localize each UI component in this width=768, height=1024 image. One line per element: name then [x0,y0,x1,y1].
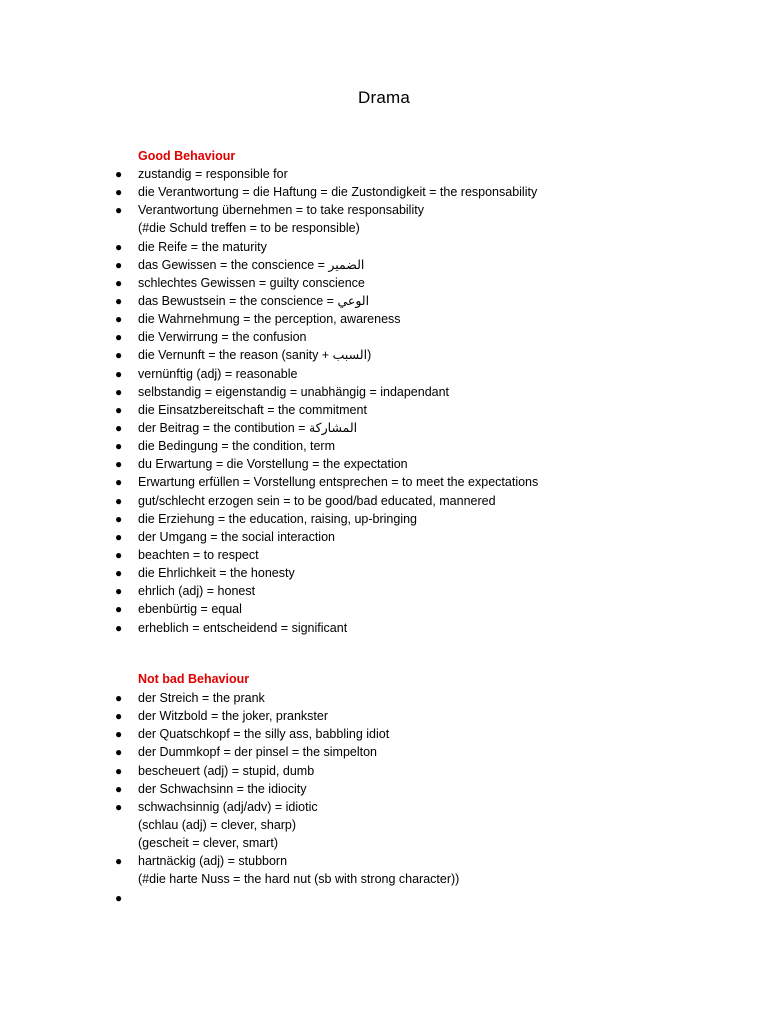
bullet-icon: ● [115,439,123,454]
list-item-text: Verantwortung übernehmen = to take responsability [138,203,424,218]
list-item-text: bescheuert (adj) = stupid, dumb [138,763,315,778]
bullet-icon: ● [115,366,123,381]
list-item-text: die Wahrnehmung = the perception, awareness [138,312,401,327]
bullet-icon: ● [115,203,123,218]
list-item-text: der Schwachsinn = the idiocity [138,781,307,796]
bullet-icon: ● [115,167,123,181]
bullet-icon: ● [115,620,123,635]
list-item-text: (#die Schuld treffen = to be responsible) [138,221,360,236]
list-item-text: die Reife = the maturity [138,239,267,254]
list-item-text: selbstandig = eigenstandig = unabhängig = indapendant [138,384,450,399]
bullet-icon: ● [115,799,123,814]
list-item-text: die Einsatzbereitschaft = the commitment [138,402,367,417]
list-item-text: beachten = to respect [138,547,259,562]
bullet-icon: ● [115,293,123,308]
list-item-text: du Erwartung = die Vorstellung = the expectation [138,457,408,472]
list-item-text: der Witzbold = the joker, prankster [138,709,329,724]
list-item-text: das Bewustsein = the conscience = الوعي [138,293,370,308]
list-item-text: ehrlich (adj) = honest [138,584,256,599]
list-item-text: schwachsinnig (adj/adv) = idiotic [138,799,318,814]
bullet-icon: ● [115,257,123,272]
list-item-text: das Gewissen = the conscience = الضمير [138,257,365,272]
bullet-icon: ● [115,330,123,345]
list-item-text: erheblich = entscheidend = significant [138,620,348,635]
section-heading: Not bad Behaviour [138,672,250,686]
list-item-text: der Quatschkopf = the silly ass, babbling idiot [138,727,390,742]
bullet-icon: ● [115,890,123,905]
bullet-icon: ● [115,239,123,254]
bullet-icon: ● [115,402,123,417]
bullet-icon: ● [115,420,123,435]
bullet-icon: ● [115,185,123,200]
bullet-icon: ● [115,312,123,327]
bullet-icon: ● [115,511,123,526]
page-title: Drama [357,88,410,107]
list-item-text: zustandig = responsible for [138,167,288,181]
list-item-text: die Verwirrung = the confusion [138,330,307,345]
list-item-text: ebenbürtig = equal [138,602,242,617]
bullet-icon: ● [115,709,123,724]
list-item-text: der Dummkopf = der pinsel = the simpelton [138,745,378,760]
list-item-text: vernünftig (adj) = reasonable [138,366,298,381]
list-item-text: (#die harte Nuss = the hard nut (sb with strong character)) [138,872,460,887]
bullet-icon: ● [115,475,123,490]
bullet-icon: ● [115,457,123,472]
list-item-text: (schlau (adj) = clever, sharp) [138,817,297,832]
bullet-icon: ● [115,763,123,778]
bullet-icon: ● [115,493,123,508]
list-item-text: die Ehrlichkeit = the honesty [138,566,295,581]
bullet-icon: ● [115,348,123,363]
bullet-icon: ● [115,547,123,562]
list-item-text: die Erziehung = the education, raising, up-bringing [138,511,418,526]
bullet-icon: ● [115,781,123,796]
list-item-text: der Umgang = the social interaction [138,529,335,544]
bullet-icon: ● [115,384,123,399]
section-heading: Good Behaviour [138,149,236,163]
list-item-text: schlechtes Gewissen = guilty conscience [138,275,365,290]
list-item-text: die Verantwortung = die Haftung = die Zustondigkeit = the responsability [138,185,538,200]
bullet-icon: ● [115,602,123,617]
bullet-icon: ● [115,275,123,290]
list-item-text: hartnäckig (adj) = stubborn [138,854,288,869]
bullet-icon: ● [115,691,123,705]
list-item-text: die Vernunft = the reason (sanity + السبب) [138,348,372,363]
list-item-text: der Streich = the prank [138,691,265,705]
list-item-text: die Bedingung = the condition, term [138,439,336,454]
bullet-icon: ● [115,727,123,742]
list-item-text: Erwartung erfüllen = Vorstellung entsprechen = to meet the expectations [138,475,539,490]
bullet-icon: ● [115,854,123,869]
list-item-text: der Beitrag = the contibution = المشاركة [138,420,358,435]
bullet-icon: ● [115,584,123,599]
list-item-text: (gescheit = clever, smart) [138,836,278,851]
bullet-icon: ● [115,529,123,544]
bullet-icon: ● [115,745,123,760]
list-item-text: gut/schlecht erzogen sein = to be good/bad educated, mannered [138,493,496,508]
bullet-icon: ● [115,566,123,581]
